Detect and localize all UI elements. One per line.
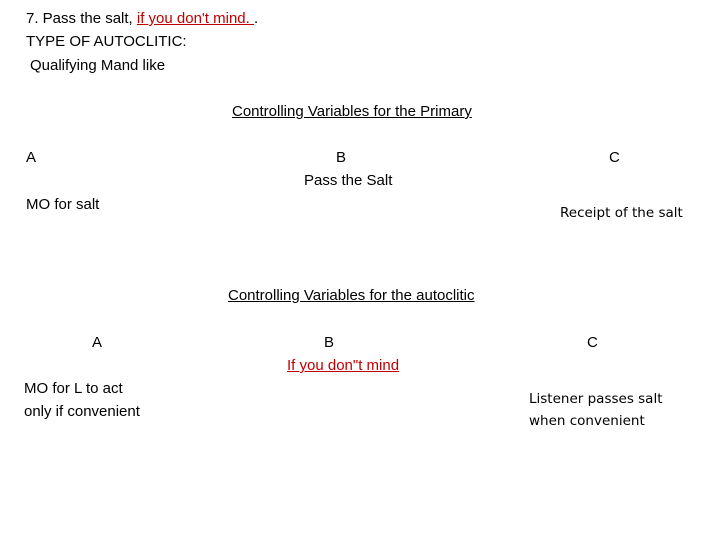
autoclitic-c-text-line1: Listener passes salt xyxy=(529,391,663,407)
primary-c-label: C xyxy=(609,149,620,166)
primary-a-label: A xyxy=(26,149,37,166)
autoclitic-a-text-line1: MO for L to act xyxy=(24,380,123,397)
autoclitic-a-text-line2: only if convenient xyxy=(24,403,140,420)
autoclitic-type-label: TYPE OF AUTOCLITIC: xyxy=(26,33,187,50)
primary-section-title: Controlling Variables for the Primary xyxy=(232,103,472,120)
slide-title-line xyxy=(26,9,258,29)
primary-b-label: B xyxy=(336,149,347,166)
autoclitic-type-value: Qualifying Mand like xyxy=(30,57,166,74)
primary-c-text: Receipt of the salt xyxy=(560,205,683,221)
autoclitic-a-text xyxy=(24,377,224,423)
autoclitic-section-title: Controlling Variables for the autoclitic xyxy=(228,287,475,304)
title-suffix: . xyxy=(253,10,259,27)
autoclitic-b-text: If you don"t mind xyxy=(287,357,400,374)
title-highlight: if you don't mind. xyxy=(136,10,254,27)
autoclitic-c-text xyxy=(529,388,709,432)
primary-b-text: Pass the Salt xyxy=(304,172,393,189)
autoclitic-c-text-line2: when convenient xyxy=(529,413,645,429)
autoclitic-c-label: C xyxy=(587,334,598,351)
primary-a-text: MO for salt xyxy=(26,196,100,213)
title-prefix: 7. Pass the salt, xyxy=(26,10,137,27)
autoclitic-a-label: A xyxy=(92,334,103,351)
autoclitic-b-label: B xyxy=(324,334,335,351)
